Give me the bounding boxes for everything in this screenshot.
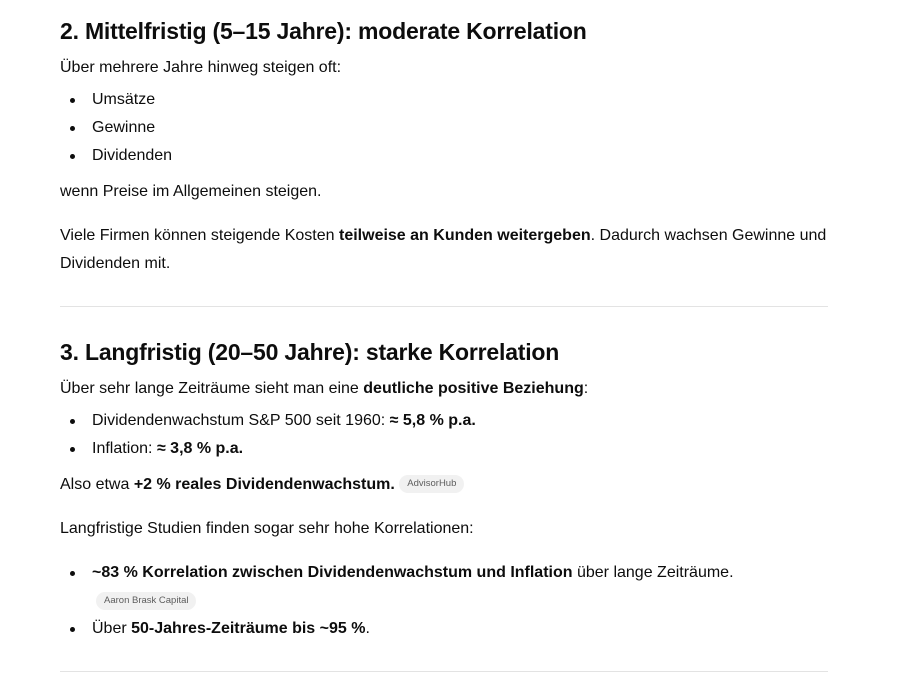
text-segment: Über xyxy=(92,620,132,637)
bold-text: ~83 % Korrelation zwischen Dividendenwachstum und Inflation xyxy=(92,564,573,581)
list-item: Dividenden xyxy=(60,142,828,170)
list-item: Umsätze xyxy=(60,86,828,114)
text-segment: : xyxy=(583,380,589,397)
citation-pill-aaron-brask[interactable]: Aaron Brask Capital xyxy=(96,592,196,610)
list-item xyxy=(60,435,828,463)
section3-studies-list xyxy=(60,559,828,587)
section3-intro xyxy=(60,375,828,403)
bold-text: teilweise an Kunden weitergeben xyxy=(339,227,591,244)
section-divider xyxy=(60,671,828,672)
section3-studies-intro: Langfristige Studien finden sogar sehr hohe Korrelationen: xyxy=(60,520,474,537)
section3-list xyxy=(60,407,828,463)
text-segment: . Dadurch wachsen Gewinne und Dividenden mit. xyxy=(60,227,827,272)
bold-text: ≈ 5,8 % p.a. xyxy=(389,412,476,429)
text-segment: Dividendenwachstum S&P 500 seit 1960: xyxy=(92,412,390,429)
bold-text: deutliche positive Beziehung xyxy=(363,380,584,397)
bold-text: +2 % reales Dividendenwachstum. xyxy=(133,476,395,493)
section-heading-mittelfristig: 2. Mittelfristig (5–15 Jahre): moderate Korrelation xyxy=(60,18,587,44)
text-segment: . xyxy=(365,620,370,637)
list-item xyxy=(60,559,828,587)
text-segment: Inflation: xyxy=(92,440,157,457)
list-item: Gewinne xyxy=(60,114,828,142)
bold-text: 50-Jahres-Zeiträume bis ~95 % xyxy=(131,620,366,637)
section-divider xyxy=(60,306,828,307)
text-segment: Also etwa xyxy=(60,476,134,493)
bold-text: ≈ 3,8 % p.a. xyxy=(156,440,244,457)
section2-after-list: wenn Preise im Allgemeinen steigen. xyxy=(60,183,322,200)
section3-studies-list-2 xyxy=(60,615,828,643)
text-segment: Über sehr lange Zeiträume sieht man eine xyxy=(60,380,364,397)
list-item xyxy=(60,615,828,643)
section2-list xyxy=(60,86,828,170)
text-segment: Viele Firmen können steigende Kosten xyxy=(60,227,339,244)
list-item xyxy=(60,407,828,435)
citation-pill-advisorhub[interactable]: AdvisorHub xyxy=(399,475,464,493)
section3-real-growth xyxy=(60,471,828,499)
citation-line xyxy=(60,593,864,615)
section2-paragraph xyxy=(60,222,828,278)
text-segment: über lange Zeiträume. xyxy=(572,564,734,581)
section2-intro: Über mehrere Jahre hinweg steigen oft: xyxy=(60,59,342,76)
section-heading-langfristig: 3. Langfristig (20–50 Jahre): starke Korrelation xyxy=(60,339,560,365)
